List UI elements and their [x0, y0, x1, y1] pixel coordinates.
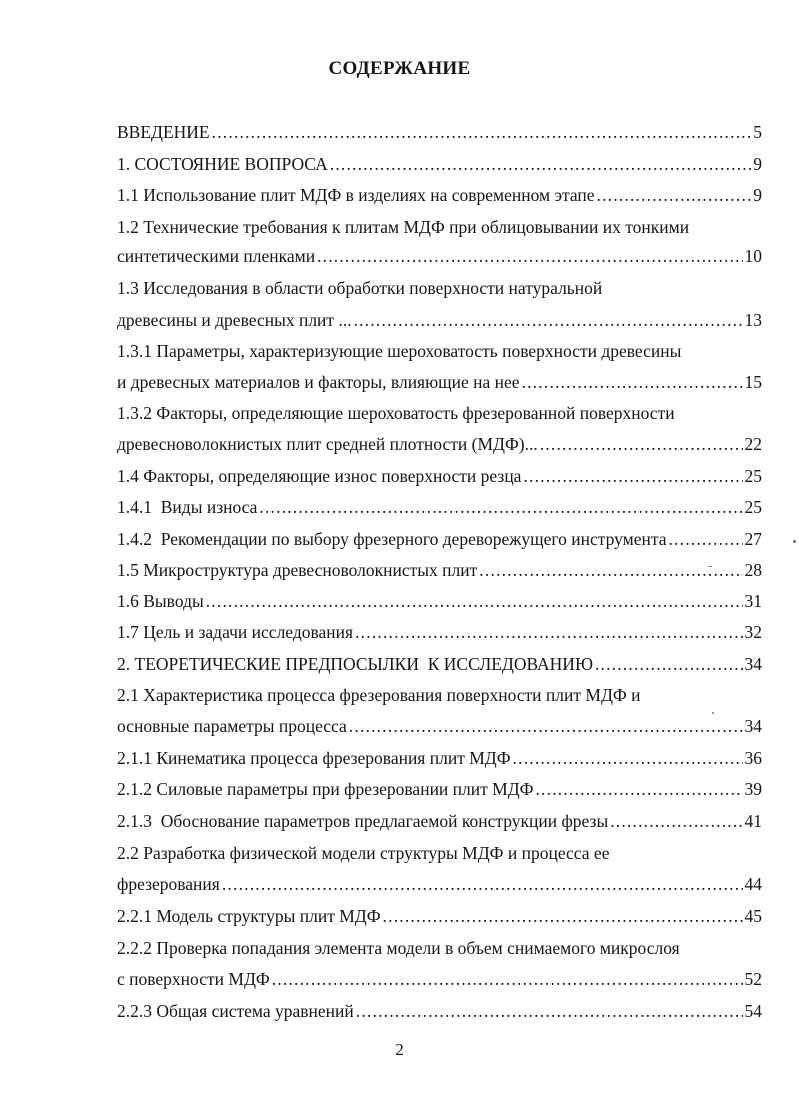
toc-entry-page: 52 — [744, 969, 762, 989]
toc-leader-dots — [212, 121, 752, 143]
toc-entry-page: 5 — [753, 122, 762, 142]
toc-entry-title: 1.1 Использование плит МДФ в изделиях на современном этапе — [117, 185, 595, 205]
toc-entry-page: 9 — [753, 185, 762, 205]
toc-entry — [117, 433, 762, 455]
toc-entry — [117, 778, 762, 800]
toc-entry-page: 34 — [744, 716, 762, 736]
toc-entry-title: 1.4.2 Рекомендации по выбору фрезерного дереворежущего инструмента — [117, 529, 667, 549]
toc-leader-dots — [610, 810, 742, 832]
toc-entry-page: 25 — [744, 497, 762, 517]
toc-entry — [117, 653, 762, 675]
toc-entry — [117, 121, 762, 143]
toc-entry-title: 1.6 Выводы — [117, 591, 204, 611]
toc-entry — [117, 184, 762, 206]
toc-leader-dots — [535, 778, 742, 800]
toc-entry-page: 25 — [744, 466, 762, 486]
toc-leader-dots — [272, 968, 743, 990]
scan-speck — [712, 712, 714, 714]
toc-entry-page: 34 — [744, 654, 762, 674]
toc-leader-dots — [355, 621, 742, 643]
toc-entry-page: 13 — [744, 310, 762, 330]
toc-entry-continuation: древесины и древесных плит ... — [117, 310, 352, 330]
toc-entry-continuation: фрезерования — [117, 874, 220, 894]
toc-entry — [117, 465, 762, 487]
toc-entry-title: 2.1.1 Кинематика процесса фрезерования плит МДФ — [117, 748, 511, 768]
toc-entry — [117, 496, 762, 518]
toc-leader-dots — [597, 184, 752, 206]
toc-entry — [117, 873, 762, 895]
toc-entry-title: 1. СОСТОЯНИЕ ВОПРОСА — [117, 154, 328, 174]
toc-leader-dots — [317, 245, 742, 267]
toc-entry-title: 2.2.2 Проверка попадания элемента модели в объем снимаемого микрослоя — [117, 938, 680, 958]
toc-entry-page: 36 — [744, 748, 762, 768]
toc-entry — [117, 810, 762, 832]
toc-entry — [117, 245, 762, 267]
toc-entry-continuation: с поверхности МДФ — [117, 969, 270, 989]
toc-entry — [117, 905, 762, 927]
toc-entry-page: 44 — [744, 874, 762, 894]
toc-entry-page: 28 — [744, 560, 762, 580]
toc-entry-title: 1.7 Цель и задачи исследования — [117, 622, 354, 642]
toc-entry-title: 1.3 Исследования в области обработки поверхности натуральной — [117, 278, 603, 298]
toc-leader-dots — [356, 1000, 743, 1022]
toc-leader-dots — [259, 496, 742, 518]
scan-speck — [708, 566, 712, 567]
scan-speck — [793, 540, 796, 543]
toc-entry — [117, 371, 762, 393]
toc-entry-title: 1.3.1 Параметры, характеризующие шероховатость поверхности древесины — [117, 341, 682, 361]
toc-entry-title: 1.3.2 Факторы, определяющие шероховатость фрезерованной поверхности — [117, 403, 675, 423]
toc-leader-dots — [354, 309, 743, 331]
toc-entry-page: 39 — [744, 779, 762, 799]
toc-entry — [117, 621, 762, 643]
toc-leader-dots — [349, 715, 743, 737]
toc-leader-dots — [540, 433, 743, 455]
toc-entry-page: 15 — [744, 372, 762, 392]
toc-entry-page: 9 — [753, 154, 762, 174]
toc-entry-title: 2.1.2 Силовые параметры при фрезеровании плит МДФ — [117, 779, 534, 799]
toc-entry-page: 54 — [744, 1001, 762, 1021]
toc-leader-dots — [522, 371, 743, 393]
toc-entry-page: 32 — [744, 622, 762, 642]
toc-entry-continuation: древесноволокнистых плит средней плотности (МДФ)... — [117, 434, 538, 454]
page-title: СОДЕРЖАНИЕ — [328, 58, 471, 79]
toc-leader-dots — [523, 465, 742, 487]
toc-entry-continuation: синтетическими пленками — [117, 246, 316, 266]
toc-entry-title: 2. ТЕОРЕТИЧЕСКИЕ ПРЕДПОСЫЛКИ К ИССЛЕДОВАНИЮ — [117, 654, 593, 674]
toc-entry-title: 2.1 Характеристика процесса фрезерования поверхности плит МДФ и — [117, 685, 641, 705]
toc-entry-title: 2.1.3 Обоснование параметров предлагаемой конструкции фрезы — [117, 811, 609, 831]
table-of-contents — [117, 0, 762, 1030]
toc-entry — [117, 747, 762, 769]
toc-leader-dots — [222, 873, 743, 895]
toc-entry-page: 22 — [744, 434, 762, 454]
toc-entry-page: 27 — [744, 529, 762, 549]
toc-leader-dots — [330, 153, 752, 175]
toc-entry — [117, 590, 762, 612]
toc-leader-dots — [206, 590, 743, 612]
toc-entry-title: 2.2.3 Общая система уравнений — [117, 1001, 354, 1021]
toc-leader-dots — [513, 747, 743, 769]
toc-leader-dots — [383, 905, 743, 927]
toc-entry-title: 2.2 Разработка физической модели структуры МДФ и процесса ее — [117, 843, 610, 863]
toc-entry-title: 1.4.1 Виды износа — [117, 497, 258, 517]
toc-entry-title: 1.2 Технические требования к плитам МДФ при облицовывании их тонкими — [117, 217, 690, 237]
toc-entry — [117, 968, 762, 990]
toc-leader-dots — [595, 653, 743, 675]
toc-entry-title: 1.4 Факторы, определяющие износ поверхности резца — [117, 466, 522, 486]
toc-leader-dots — [668, 528, 742, 550]
toc-entry — [117, 309, 762, 331]
toc-entry — [117, 153, 762, 175]
toc-entry — [117, 1000, 762, 1022]
toc-entry — [117, 559, 762, 581]
toc-entry — [117, 528, 762, 550]
page-number: 2 — [395, 1040, 404, 1059]
toc-entry-continuation: основные параметры процесса — [117, 716, 347, 736]
toc-entry-title: 1.5 Микроструктура древесноволокнистых плит — [117, 560, 478, 580]
toc-entry-page: 41 — [744, 811, 762, 831]
toc-entry — [117, 715, 762, 737]
toc-entry-page: 10 — [744, 246, 762, 266]
toc-leader-dots — [479, 559, 742, 581]
toc-entry-title: 2.2.1 Модель структуры плит МДФ — [117, 906, 381, 926]
toc-entry-page: 45 — [744, 906, 762, 926]
toc-entry-continuation: и древесных материалов и факторы, влияющие на нее — [117, 372, 520, 392]
toc-entry-title: ВВЕДЕНИЕ — [117, 122, 210, 142]
toc-entry-page: 31 — [744, 591, 762, 611]
